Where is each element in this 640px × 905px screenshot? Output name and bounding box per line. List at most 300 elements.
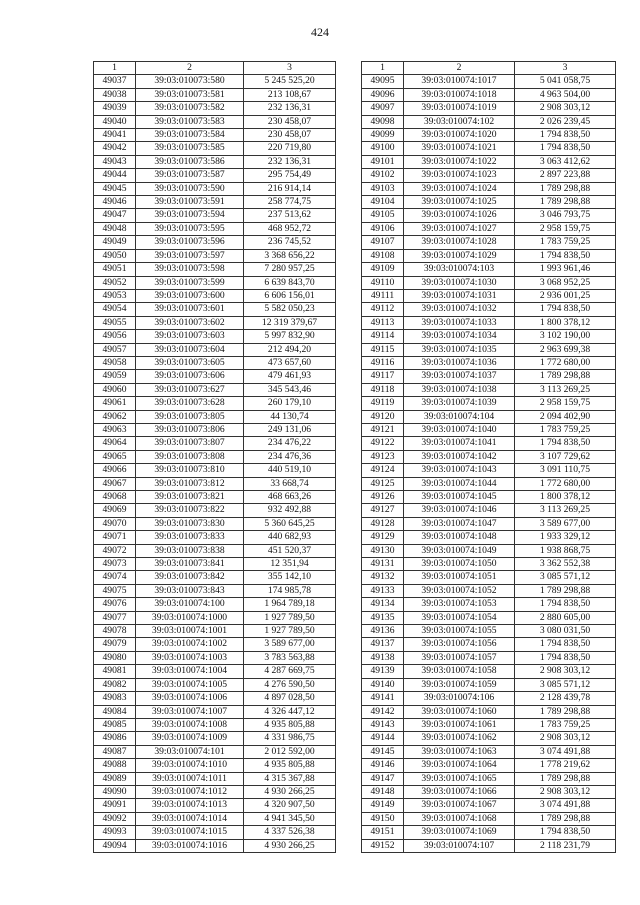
right-table bbox=[361, 61, 616, 853]
column-header: 3 bbox=[244, 62, 336, 75]
cadastral-value: 3 063 412,62 bbox=[515, 155, 616, 168]
row-number: 49109 bbox=[362, 263, 404, 276]
row-number: 49037 bbox=[94, 75, 136, 88]
cadastral-number: 39:03:010074:1027 bbox=[404, 222, 515, 235]
row-number: 49103 bbox=[362, 182, 404, 195]
table-row bbox=[94, 142, 336, 155]
cadastral-number: 39:03:010074:1059 bbox=[404, 678, 515, 691]
row-number: 49096 bbox=[362, 88, 404, 101]
table-row bbox=[362, 718, 616, 731]
cadastral-value: 3 589 677,00 bbox=[515, 517, 616, 530]
table-row bbox=[362, 839, 616, 852]
table-row bbox=[362, 115, 616, 128]
cadastral-value: 1 794 838,50 bbox=[515, 303, 616, 316]
table-row bbox=[362, 785, 616, 798]
cadastral-value: 3 074 491,88 bbox=[515, 799, 616, 812]
row-number: 49100 bbox=[362, 142, 404, 155]
cadastral-number: 39:03:010074:1016 bbox=[136, 839, 244, 852]
table-row bbox=[94, 638, 336, 651]
cadastral-number: 39:03:010074:1001 bbox=[136, 625, 244, 638]
row-number: 49122 bbox=[362, 437, 404, 450]
table-row bbox=[362, 665, 616, 678]
table-row bbox=[94, 383, 336, 396]
table-row bbox=[362, 316, 616, 329]
row-number: 49085 bbox=[94, 718, 136, 731]
cadastral-value: 4 331 986,75 bbox=[244, 732, 336, 745]
table-row bbox=[362, 289, 616, 302]
row-number: 49044 bbox=[94, 169, 136, 182]
cadastral-value: 7 280 957,25 bbox=[244, 263, 336, 276]
row-number: 49148 bbox=[362, 785, 404, 798]
cadastral-value: 1 772 680,00 bbox=[515, 356, 616, 369]
row-number: 49135 bbox=[362, 611, 404, 624]
table-row bbox=[362, 370, 616, 383]
cadastral-value: 3 091 110,75 bbox=[515, 464, 616, 477]
cadastral-value: 2 963 699,38 bbox=[515, 343, 616, 356]
cadastral-number: 39:03:010073:628 bbox=[136, 397, 244, 410]
cadastral-number: 39:03:010073:821 bbox=[136, 491, 244, 504]
cadastral-value: 4 320 907,50 bbox=[244, 799, 336, 812]
cadastral-value: 3 362 552,38 bbox=[515, 558, 616, 571]
cadastral-number: 39:03:010074:1044 bbox=[404, 477, 515, 490]
table-row bbox=[362, 209, 616, 222]
cadastral-number: 39:03:010074:1054 bbox=[404, 611, 515, 624]
row-number: 49098 bbox=[362, 115, 404, 128]
cadastral-number: 39:03:010074:1036 bbox=[404, 356, 515, 369]
table-row bbox=[362, 772, 616, 785]
row-number: 49128 bbox=[362, 517, 404, 530]
cadastral-number: 39:03:010073:585 bbox=[136, 142, 244, 155]
cadastral-value: 1 789 298,88 bbox=[515, 705, 616, 718]
table-row bbox=[94, 826, 336, 839]
cadastral-value: 3 080 031,50 bbox=[515, 625, 616, 638]
table-row bbox=[362, 129, 616, 142]
row-number: 49146 bbox=[362, 759, 404, 772]
table-row bbox=[94, 450, 336, 463]
cadastral-number: 39:03:010073:599 bbox=[136, 276, 244, 289]
row-number: 49121 bbox=[362, 423, 404, 436]
row-number: 49070 bbox=[94, 517, 136, 530]
cadastral-number: 39:03:010074:1009 bbox=[136, 732, 244, 745]
table-row bbox=[94, 799, 336, 812]
table-row bbox=[94, 289, 336, 302]
table-row bbox=[362, 222, 616, 235]
row-number: 49118 bbox=[362, 383, 404, 396]
table-row bbox=[94, 115, 336, 128]
cadastral-number: 39:03:010074:1050 bbox=[404, 558, 515, 571]
cadastral-number: 39:03:010074:1023 bbox=[404, 169, 515, 182]
cadastral-number: 39:03:010073:584 bbox=[136, 129, 244, 142]
table-row bbox=[94, 330, 336, 343]
cadastral-value: 932 492,88 bbox=[244, 504, 336, 517]
row-number: 49131 bbox=[362, 558, 404, 571]
row-number: 49047 bbox=[94, 209, 136, 222]
row-number: 49056 bbox=[94, 330, 136, 343]
table-row bbox=[362, 799, 616, 812]
row-number: 49049 bbox=[94, 236, 136, 249]
cadastral-number: 39:03:010074:1040 bbox=[404, 423, 515, 436]
cadastral-value: 220 719,80 bbox=[244, 142, 336, 155]
cadastral-number: 39:03:010074:1018 bbox=[404, 88, 515, 101]
cadastral-number: 39:03:010074:100 bbox=[136, 598, 244, 611]
cadastral-value: 258 774,75 bbox=[244, 196, 336, 209]
cadastral-value: 3 085 571,12 bbox=[515, 678, 616, 691]
table-row bbox=[362, 75, 616, 88]
row-number: 49136 bbox=[362, 625, 404, 638]
cadastral-value: 479 461,93 bbox=[244, 370, 336, 383]
table-row bbox=[94, 665, 336, 678]
row-number: 49060 bbox=[94, 383, 136, 396]
table-row bbox=[362, 584, 616, 597]
column-header: 1 bbox=[362, 62, 404, 75]
row-number: 49144 bbox=[362, 732, 404, 745]
table-row bbox=[94, 343, 336, 356]
table-row bbox=[94, 759, 336, 772]
cadastral-number: 39:03:010074:1039 bbox=[404, 397, 515, 410]
row-number: 49104 bbox=[362, 196, 404, 209]
cadastral-number: 39:03:010074:1004 bbox=[136, 665, 244, 678]
cadastral-number: 39:03:010074:1066 bbox=[404, 785, 515, 798]
cadastral-number: 39:03:010073:598 bbox=[136, 263, 244, 276]
cadastral-value: 234 476,22 bbox=[244, 437, 336, 450]
table-row bbox=[362, 450, 616, 463]
table-row bbox=[362, 464, 616, 477]
cadastral-value: 4 963 504,00 bbox=[515, 88, 616, 101]
right-table-body bbox=[362, 75, 616, 853]
row-number: 49078 bbox=[94, 625, 136, 638]
cadastral-number: 39:03:010074:1064 bbox=[404, 759, 515, 772]
cadastral-value: 4 276 590,50 bbox=[244, 678, 336, 691]
cadastral-value: 1 933 329,12 bbox=[515, 531, 616, 544]
table-row bbox=[362, 611, 616, 624]
cadastral-number: 39:03:010073:627 bbox=[136, 383, 244, 396]
row-number: 49084 bbox=[94, 705, 136, 718]
cadastral-number: 39:03:010073:605 bbox=[136, 356, 244, 369]
row-number: 49115 bbox=[362, 343, 404, 356]
cadastral-value: 295 754,49 bbox=[244, 169, 336, 182]
cadastral-value: 1 783 759,25 bbox=[515, 236, 616, 249]
page-number: 424 bbox=[311, 25, 329, 39]
cadastral-number: 39:03:010073:583 bbox=[136, 115, 244, 128]
table-row bbox=[94, 397, 336, 410]
row-number: 49061 bbox=[94, 397, 136, 410]
row-number: 49094 bbox=[94, 839, 136, 852]
cadastral-number: 39:03:010074:1048 bbox=[404, 531, 515, 544]
cadastral-number: 39:03:010074:1010 bbox=[136, 759, 244, 772]
table-row bbox=[362, 531, 616, 544]
table-row bbox=[362, 638, 616, 651]
cadastral-number: 39:03:010074:1056 bbox=[404, 638, 515, 651]
row-number: 49051 bbox=[94, 263, 136, 276]
row-number: 49117 bbox=[362, 370, 404, 383]
cadastral-number: 39:03:010073:597 bbox=[136, 249, 244, 262]
cadastral-number: 39:03:010074:1005 bbox=[136, 678, 244, 691]
cadastral-value: 2 958 159,75 bbox=[515, 222, 616, 235]
cadastral-value: 440 519,10 bbox=[244, 464, 336, 477]
cadastral-number: 39:03:010073:602 bbox=[136, 316, 244, 329]
cadastral-value: 2 026 239,45 bbox=[515, 115, 616, 128]
row-number: 49058 bbox=[94, 356, 136, 369]
cadastral-value: 3 068 952,25 bbox=[515, 276, 616, 289]
cadastral-value: 1 927 789,50 bbox=[244, 611, 336, 624]
row-number: 49093 bbox=[94, 826, 136, 839]
table-row bbox=[94, 839, 336, 852]
cadastral-value: 2 908 303,12 bbox=[515, 665, 616, 678]
table-row bbox=[94, 236, 336, 249]
row-number: 49088 bbox=[94, 759, 136, 772]
cadastral-value: 1 794 838,50 bbox=[515, 598, 616, 611]
row-number: 49059 bbox=[94, 370, 136, 383]
cadastral-value: 2 094 402,90 bbox=[515, 410, 616, 423]
cadastral-value: 212 494,20 bbox=[244, 343, 336, 356]
cadastral-number: 39:03:010074:1060 bbox=[404, 705, 515, 718]
cadastral-number: 39:03:010074:1024 bbox=[404, 182, 515, 195]
row-number: 49110 bbox=[362, 276, 404, 289]
row-number: 49137 bbox=[362, 638, 404, 651]
row-number: 49066 bbox=[94, 464, 136, 477]
cadastral-number: 39:03:010073:580 bbox=[136, 75, 244, 88]
table-row bbox=[94, 249, 336, 262]
row-number: 49080 bbox=[94, 651, 136, 664]
cadastral-number: 39:03:010074:1022 bbox=[404, 155, 515, 168]
row-number: 49064 bbox=[94, 437, 136, 450]
row-number: 49127 bbox=[362, 504, 404, 517]
cadastral-value: 1 938 868,75 bbox=[515, 544, 616, 557]
row-number: 49086 bbox=[94, 732, 136, 745]
cadastral-number: 39:03:010074:1052 bbox=[404, 584, 515, 597]
cadastral-number: 39:03:010074:1002 bbox=[136, 638, 244, 651]
table-row bbox=[94, 209, 336, 222]
cadastral-number: 39:03:010074:1030 bbox=[404, 276, 515, 289]
cadastral-number: 39:03:010074:1068 bbox=[404, 812, 515, 825]
row-number: 49048 bbox=[94, 222, 136, 235]
row-number: 49106 bbox=[362, 222, 404, 235]
row-number: 49055 bbox=[94, 316, 136, 329]
row-number: 49101 bbox=[362, 155, 404, 168]
cadastral-number: 39:03:010073:833 bbox=[136, 531, 244, 544]
row-number: 49116 bbox=[362, 356, 404, 369]
cadastral-number: 39:03:010074:1037 bbox=[404, 370, 515, 383]
cadastral-number: 39:03:010074:1028 bbox=[404, 236, 515, 249]
table-row bbox=[94, 732, 336, 745]
cadastral-value: 4 287 669,75 bbox=[244, 665, 336, 678]
row-number: 49053 bbox=[94, 289, 136, 302]
table-row bbox=[362, 249, 616, 262]
cadastral-value: 2 880 605,00 bbox=[515, 611, 616, 624]
cadastral-value: 1 794 838,50 bbox=[515, 651, 616, 664]
cadastral-value: 236 745,52 bbox=[244, 236, 336, 249]
left-table-body bbox=[94, 75, 336, 853]
row-number: 49150 bbox=[362, 812, 404, 825]
cadastral-value: 216 914,14 bbox=[244, 182, 336, 195]
row-number: 49142 bbox=[362, 705, 404, 718]
table-row bbox=[362, 826, 616, 839]
cadastral-number: 39:03:010074:1021 bbox=[404, 142, 515, 155]
row-number: 49091 bbox=[94, 799, 136, 812]
cadastral-value: 1 800 378,12 bbox=[515, 316, 616, 329]
cadastral-value: 4 326 447,12 bbox=[244, 705, 336, 718]
table-row bbox=[94, 75, 336, 88]
cadastral-value: 232 136,31 bbox=[244, 102, 336, 115]
cadastral-number: 39:03:010074:1049 bbox=[404, 544, 515, 557]
table-row bbox=[94, 531, 336, 544]
table-row bbox=[362, 330, 616, 343]
row-number: 49040 bbox=[94, 115, 136, 128]
table-row bbox=[94, 303, 336, 316]
table-row bbox=[94, 718, 336, 731]
cadastral-value: 4 315 367,88 bbox=[244, 772, 336, 785]
cadastral-number: 39:03:010074:1043 bbox=[404, 464, 515, 477]
row-number: 49038 bbox=[94, 88, 136, 101]
cadastral-number: 39:03:010074:107 bbox=[404, 839, 515, 852]
cadastral-number: 39:03:010073:822 bbox=[136, 504, 244, 517]
row-number: 49062 bbox=[94, 410, 136, 423]
table-row bbox=[94, 705, 336, 718]
row-number: 49082 bbox=[94, 678, 136, 691]
table-row bbox=[362, 598, 616, 611]
table-row bbox=[94, 692, 336, 705]
table-row bbox=[94, 544, 336, 557]
table-row bbox=[94, 370, 336, 383]
row-number: 49105 bbox=[362, 209, 404, 222]
cadastral-value: 2 118 231,79 bbox=[515, 839, 616, 852]
cadastral-number: 39:03:010073:806 bbox=[136, 423, 244, 436]
table-row bbox=[362, 88, 616, 101]
cadastral-value: 4 941 345,50 bbox=[244, 812, 336, 825]
cadastral-value: 4 897 028,50 bbox=[244, 692, 336, 705]
row-number: 49074 bbox=[94, 571, 136, 584]
table-row bbox=[94, 571, 336, 584]
cadastral-value: 1 794 838,50 bbox=[515, 437, 616, 450]
cadastral-value: 3 783 563,88 bbox=[244, 651, 336, 664]
cadastral-number: 39:03:010074:1069 bbox=[404, 826, 515, 839]
row-number: 49113 bbox=[362, 316, 404, 329]
table-row bbox=[94, 584, 336, 597]
table-row bbox=[362, 383, 616, 396]
table-row bbox=[362, 504, 616, 517]
row-number: 49063 bbox=[94, 423, 136, 436]
row-number: 49138 bbox=[362, 651, 404, 664]
table-row bbox=[94, 464, 336, 477]
cadastral-number: 39:03:010074:1012 bbox=[136, 785, 244, 798]
row-number: 49119 bbox=[362, 397, 404, 410]
row-number: 49125 bbox=[362, 477, 404, 490]
row-number: 49076 bbox=[94, 598, 136, 611]
row-number: 49120 bbox=[362, 410, 404, 423]
cadastral-number: 39:03:010073:604 bbox=[136, 343, 244, 356]
cadastral-value: 2 897 223,88 bbox=[515, 169, 616, 182]
cadastral-number: 39:03:010073:810 bbox=[136, 464, 244, 477]
table-row bbox=[362, 303, 616, 316]
row-number: 49092 bbox=[94, 812, 136, 825]
row-number: 49143 bbox=[362, 718, 404, 731]
cadastral-number: 39:03:010074:1041 bbox=[404, 437, 515, 450]
table-row bbox=[94, 222, 336, 235]
cadastral-value: 2 908 303,12 bbox=[515, 102, 616, 115]
cadastral-value: 5 245 525,20 bbox=[244, 75, 336, 88]
row-number: 49042 bbox=[94, 142, 136, 155]
row-number: 49069 bbox=[94, 504, 136, 517]
cadastral-value: 6 606 156,01 bbox=[244, 289, 336, 302]
cadastral-number: 39:03:010073:843 bbox=[136, 584, 244, 597]
table-row bbox=[94, 477, 336, 490]
row-number: 49043 bbox=[94, 155, 136, 168]
cadastral-number: 39:03:010073:586 bbox=[136, 155, 244, 168]
cadastral-number: 39:03:010074:1053 bbox=[404, 598, 515, 611]
row-number: 49046 bbox=[94, 196, 136, 209]
row-number: 49140 bbox=[362, 678, 404, 691]
table-row bbox=[362, 678, 616, 691]
row-number: 49065 bbox=[94, 450, 136, 463]
column-header: 2 bbox=[404, 62, 515, 75]
table-row bbox=[362, 651, 616, 664]
cadastral-value: 232 136,31 bbox=[244, 155, 336, 168]
cadastral-number: 39:03:010074:1007 bbox=[136, 705, 244, 718]
cadastral-value: 3 085 571,12 bbox=[515, 571, 616, 584]
table-row bbox=[94, 772, 336, 785]
table-row bbox=[362, 745, 616, 758]
cadastral-number: 39:03:010074:1038 bbox=[404, 383, 515, 396]
cadastral-number: 39:03:010074:1011 bbox=[136, 772, 244, 785]
row-number: 49107 bbox=[362, 236, 404, 249]
cadastral-value: 1 794 838,50 bbox=[515, 249, 616, 262]
table-row bbox=[362, 437, 616, 450]
cadastral-value: 260 179,10 bbox=[244, 397, 336, 410]
cadastral-value: 4 935 805,88 bbox=[244, 718, 336, 731]
table-row bbox=[94, 129, 336, 142]
row-number: 49052 bbox=[94, 276, 136, 289]
row-number: 49133 bbox=[362, 584, 404, 597]
table-row bbox=[94, 316, 336, 329]
cadastral-number: 39:03:010074:1017 bbox=[404, 75, 515, 88]
row-number: 49129 bbox=[362, 531, 404, 544]
table-row bbox=[362, 142, 616, 155]
cadastral-value: 1 783 759,25 bbox=[515, 423, 616, 436]
row-number: 49130 bbox=[362, 544, 404, 557]
row-number: 49039 bbox=[94, 102, 136, 115]
cadastral-value: 1 789 298,88 bbox=[515, 182, 616, 195]
table-row bbox=[362, 196, 616, 209]
cadastral-number: 39:03:010073:807 bbox=[136, 437, 244, 450]
cadastral-number: 39:03:010074:1065 bbox=[404, 772, 515, 785]
cadastral-value: 3 074 491,88 bbox=[515, 745, 616, 758]
table-row bbox=[94, 651, 336, 664]
table-row bbox=[362, 343, 616, 356]
cadastral-value: 6 639 843,70 bbox=[244, 276, 336, 289]
cadastral-value: 4 337 526,38 bbox=[244, 826, 336, 839]
cadastral-value: 468 952,72 bbox=[244, 222, 336, 235]
row-number: 49111 bbox=[362, 289, 404, 302]
cadastral-number: 39:03:010074:1015 bbox=[136, 826, 244, 839]
table-row bbox=[94, 155, 336, 168]
cadastral-number: 39:03:010074:1045 bbox=[404, 491, 515, 504]
cadastral-value: 4 935 805,88 bbox=[244, 759, 336, 772]
table-row bbox=[362, 732, 616, 745]
table-row bbox=[362, 276, 616, 289]
table-row bbox=[94, 812, 336, 825]
row-number: 49152 bbox=[362, 839, 404, 852]
row-number: 49083 bbox=[94, 692, 136, 705]
cadastral-value: 1 794 838,50 bbox=[515, 826, 616, 839]
cadastral-number: 39:03:010074:1020 bbox=[404, 129, 515, 142]
cadastral-number: 39:03:010074:1067 bbox=[404, 799, 515, 812]
cadastral-value: 3 368 656,22 bbox=[244, 249, 336, 262]
cadastral-value: 473 657,60 bbox=[244, 356, 336, 369]
cadastral-value: 2 908 303,12 bbox=[515, 785, 616, 798]
cadastral-number: 39:03:010074:1055 bbox=[404, 625, 515, 638]
table-row bbox=[362, 356, 616, 369]
cadastral-number: 39:03:010073:842 bbox=[136, 571, 244, 584]
